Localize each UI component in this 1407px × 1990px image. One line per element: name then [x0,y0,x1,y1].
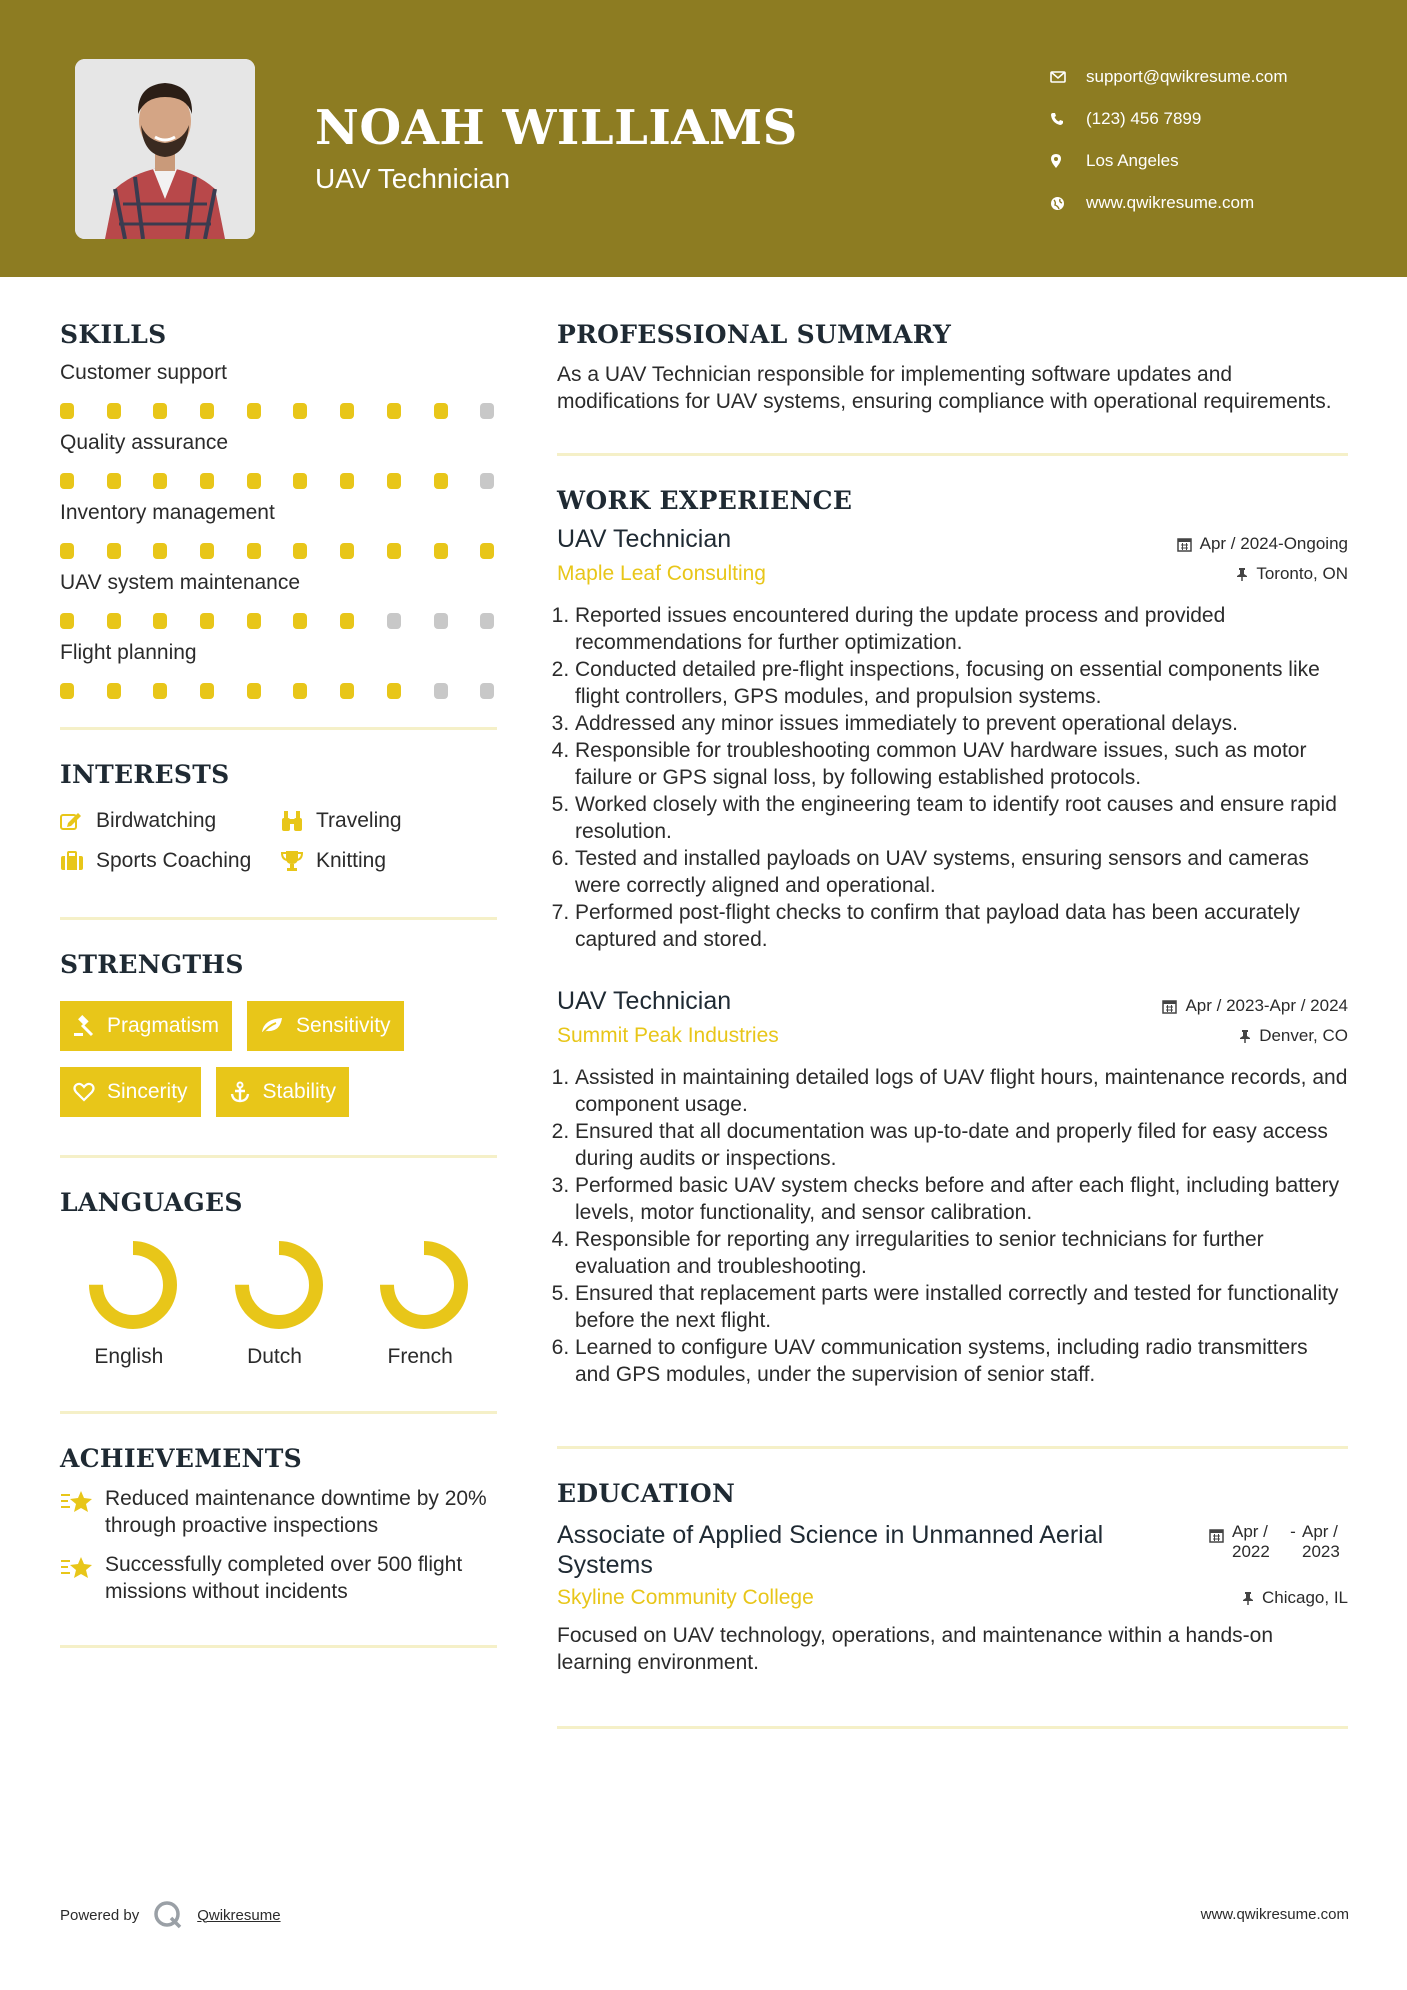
skill-name: Flight planning [60,641,197,664]
language-name: Dutch [247,1345,302,1368]
skill-item [60,361,497,419]
heart-icon [73,1082,95,1102]
skill-dot-filled [340,403,354,419]
skill-dot-filled [387,683,401,699]
job-location: Toronto, ON [1236,564,1348,584]
divider [60,727,497,730]
skill-rating [60,543,497,559]
skill-item [60,431,497,489]
skill-dot-filled [107,683,121,699]
profile-photo [75,59,255,239]
leaf-icon [260,1016,284,1036]
summary-text: As a UAV Technician responsible for implementing software updates and modifications for UAV systems, ensuring compliance with operational requirements. [557,363,1332,413]
contact-list [1050,56,1390,224]
language-level-arc [96,1248,170,1322]
skill-dot-filled [153,683,167,699]
job-entry [557,525,1348,953]
responsibility-item: 5. Worked closely with the engineering team to identify root causes and ensure rapid resolution. [575,791,1348,845]
skill-dot-filled [293,683,307,699]
language-item [351,1239,497,1369]
footer-website[interactable]: www.qwikresume.com [1200,1906,1349,1923]
school-name: Skyline Community College [557,1586,814,1609]
calendar-icon [1177,537,1192,552]
strength-tag: Sincerity [60,1067,201,1117]
responsibility-item: 7. Performed post-flight checks to confirm that payload data has been accurately captured and stored. [575,899,1348,953]
responsibility-item: 5. Ensured that replacement parts were installed correctly and tested for functionality before the next flight. [575,1280,1348,1334]
briefcase-icon [60,851,96,871]
candidate-name: NOAH WILLIAMS [315,100,798,156]
skill-dot-filled [200,613,214,629]
job-dates: Apr / 2024-Ongoing [1177,534,1348,554]
pushpin-icon [1236,567,1248,582]
interest-item: Knitting [280,849,497,873]
skill-dot-empty [434,683,448,699]
education-section [557,1479,1348,1676]
job-title: UAV Technician [557,987,732,1015]
interests-section [60,760,497,873]
skill-dot-filled [200,473,214,489]
skill-dot-filled [434,473,448,489]
responsibility-item: 1. Reported issues encountered during the update process and provided recommendations for further optimization. [575,602,1348,656]
achievement-item: Successfully completed over 500 flight missions without incidents [60,1551,497,1605]
responsibility-item: 2. Ensured that all documentation was up-to-date and properly filed for easy access during audits or inspections. [575,1118,1348,1172]
skill-rating [60,403,497,419]
skill-dot-filled [107,403,121,419]
skill-dot-filled [293,403,307,419]
skill-dot-filled [434,543,448,559]
left-column [60,320,497,1648]
strength-tag: Pragmatism [60,1001,232,1051]
interests-title: INTERESTS [60,760,230,789]
powered-by-label: Powered by [60,1906,140,1924]
responsibility-item: 3. Performed basic UAV system checks before and after each flight, including battery levels, motor functionality, and sensor calibration. [575,1172,1348,1226]
skill-dot-filled [340,683,354,699]
qwikresume-link[interactable]: Qwikresume [197,1906,281,1924]
responsibility-item: 4. Responsible for troubleshooting common UAV hardware issues, such as motor failure or GPS signal loss, by following established protocols. [575,737,1348,791]
map-pin-icon [1050,153,1086,169]
job-title: UAV Technician [557,525,732,553]
language-name: English [94,1345,164,1368]
skill-dot-filled [153,543,167,559]
job-responsibilities [557,1064,1348,1388]
footer-branding [60,1900,281,1930]
skill-name: Customer support [60,361,227,384]
skill-dot-empty [434,613,448,629]
skill-dot-filled [387,403,401,419]
divider [60,1155,497,1158]
skill-dot-filled [60,473,74,489]
skill-dot-empty [480,683,494,699]
divider [60,1645,497,1648]
summary-section [557,320,1348,415]
skill-dot-filled [200,543,214,559]
skill-dot-filled [200,403,214,419]
divider [60,917,497,920]
strength-tag: Stability [216,1067,350,1117]
skill-rating [60,473,497,489]
strength-tag: Sensitivity [247,1001,404,1051]
skill-rating [60,613,497,629]
skill-dot-filled [153,473,167,489]
skill-dot-filled [387,473,401,489]
binoculars-icon [280,810,316,832]
language-item [206,1239,352,1369]
skill-item [60,641,497,699]
achievements-title: ACHIEVEMENTS [60,1444,302,1473]
pencil-icon [60,811,96,831]
calendar-icon [1162,999,1177,1014]
candidate-title: UAV Technician [315,163,511,194]
skill-dot-filled [247,403,261,419]
language-level-ring [87,1239,179,1331]
degree-title: Associate of Applied Science in Unmanned Aerial Systems [557,1521,1104,1579]
header [0,0,1407,277]
phone-icon [1050,112,1086,126]
anchor-icon [229,1081,251,1103]
job-location: Denver, CO [1239,1026,1348,1046]
skill-dot-filled [293,543,307,559]
skill-dot-filled [60,543,74,559]
strengths-section [60,950,497,1117]
divider [557,1726,1348,1729]
responsibility-item: 2. Conducted detailed pre-flight inspections, focusing on essential components like flight controllers, GPS modules, and propulsion systems. [575,656,1348,710]
skills-section [60,320,497,699]
interest-item: Sports Coaching [60,849,280,873]
achievements-section [60,1444,497,1605]
divider [557,453,1348,456]
skills-title: SKILLS [60,320,167,349]
company-name: Maple Leaf Consulting [557,562,766,585]
envelope-icon [1050,71,1086,83]
right-column [557,320,1348,1729]
responsibility-item: 6. Learned to configure UAV communication systems, including radio transmitters and GPS modules, under the supervision of senior staff. [575,1334,1348,1388]
skill-dot-filled [293,613,307,629]
skill-dot-filled [153,403,167,419]
contact-website[interactable]: www.qwikresume.com [1050,182,1390,224]
star-icon [60,1551,105,1605]
skill-item [60,571,497,629]
skill-name: Quality assurance [60,431,229,454]
skill-dot-empty [480,403,494,419]
interest-item: Traveling [280,809,497,833]
responsibility-item: 3. Addressed any minor issues immediately to prevent operational delays. [575,710,1348,737]
skill-dot-filled [60,403,74,419]
job-entry [557,987,1348,1388]
divider [557,1446,1348,1449]
strengths-title: STRENGTHS [60,950,244,979]
skill-dot-filled [247,613,261,629]
education-description: Focused on UAV technology, operations, and maintenance within a hands-on learning environment. [557,1624,1274,1674]
skill-dot-filled [107,613,121,629]
contact-location: Los Angeles [1050,140,1390,182]
education-location: Chicago, IL [1242,1588,1348,1608]
divider [60,1411,497,1414]
skill-dot-filled [387,543,401,559]
skill-dot-filled [200,683,214,699]
summary-title: PROFESSIONAL SUMMARY [557,320,952,349]
job-responsibilities [557,602,1348,953]
skill-name: Inventory management [60,501,275,524]
star-icon [60,1485,105,1539]
skill-dot-filled [60,683,74,699]
responsibility-item: 1. Assisted in maintaining detailed logs of UAV flight hours, maintenance records, and component usage. [575,1064,1348,1118]
interest-item: Birdwatching [60,809,280,833]
qwikresume-logo-icon [153,1900,183,1930]
contact-phone[interactable]: (123) 456 7899 [1050,98,1390,140]
skill-dot-filled [434,403,448,419]
job-dates: Apr / 2023-Apr / 2024 [1162,996,1348,1016]
language-level-ring [233,1239,325,1331]
skill-dot-filled [247,473,261,489]
skill-rating [60,683,497,699]
skill-dot-filled [293,473,307,489]
language-level-ring [378,1239,470,1331]
contact-email[interactable]: support@qwikresume.com [1050,56,1390,98]
skill-dot-filled [480,543,494,559]
skill-dot-empty [387,613,401,629]
gavel-icon [73,1015,95,1037]
pushpin-icon [1242,1591,1254,1606]
skill-dot-filled [153,613,167,629]
language-item [60,1239,206,1369]
skill-name: UAV system maintenance [60,571,301,594]
responsibility-item: 4. Responsible for reporting any irregularities to senior technicians for further evaluation and troubleshooting. [575,1226,1348,1280]
skill-dot-filled [340,543,354,559]
pushpin-icon [1239,1029,1251,1044]
trophy-icon [280,850,316,872]
skill-item [60,501,497,559]
responsibility-item: 6. Tested and installed payloads on UAV systems, ensuring sensors and cameras were correctly aligned and operational. [575,845,1348,899]
language-name: French [387,1345,453,1368]
globe-icon [1050,196,1086,211]
skill-dot-filled [340,613,354,629]
skill-dot-filled [107,543,121,559]
language-level-arc [242,1248,316,1322]
calendar-icon [1209,1528,1224,1543]
skill-dot-empty [480,473,494,489]
skill-dot-empty [480,613,494,629]
achievement-item: Reduced maintenance downtime by 20% through proactive inspections [60,1485,497,1539]
experience-title: WORK EXPERIENCE [557,486,853,515]
skill-dot-filled [340,473,354,489]
languages-section [60,1188,497,1369]
skill-dot-filled [60,613,74,629]
education-dates: Apr / 2022 - Apr / 2023 [1209,1522,1348,1580]
skill-dot-filled [107,473,121,489]
languages-title: LANGUAGES [60,1188,243,1217]
company-name: Summit Peak Industries [557,1024,779,1047]
education-title: EDUCATION [557,1479,736,1508]
skill-dot-filled [247,543,261,559]
experience-section [557,486,1348,1388]
skill-dot-filled [247,683,261,699]
language-level-arc [387,1248,461,1322]
